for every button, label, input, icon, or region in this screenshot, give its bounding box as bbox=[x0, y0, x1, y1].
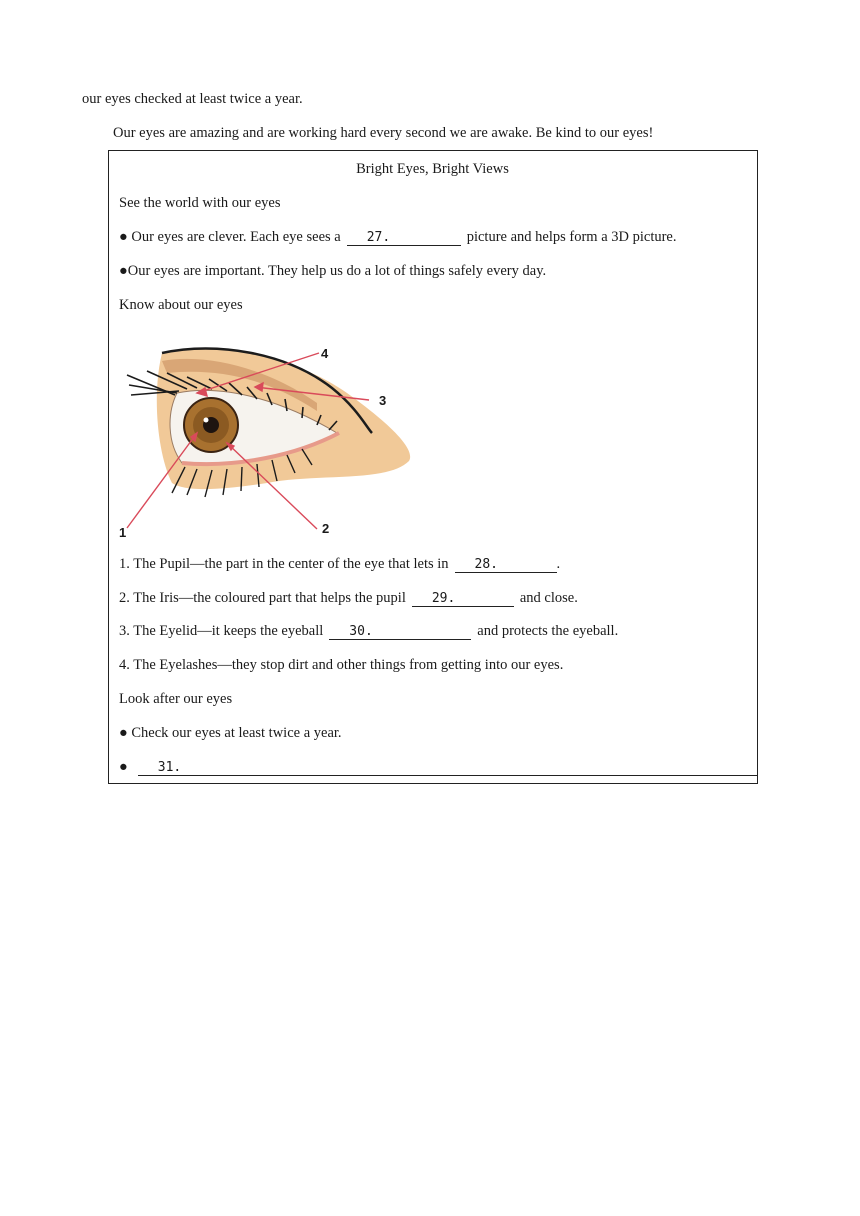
item-iris-text: 2. The Iris—the coloured part that helps the pupil bbox=[119, 590, 406, 606]
item-pupil-end: . bbox=[556, 556, 561, 572]
item-iris-end: and close. bbox=[519, 590, 578, 606]
eye-diagram bbox=[117, 333, 417, 543]
blank-31[interactable]: 31. bbox=[138, 760, 758, 776]
bullet-31-dot: ● bbox=[119, 759, 128, 775]
item-eyelid-end: and protects the eyeball. bbox=[477, 623, 619, 639]
bullet-important: ●Our eyes are important. They help us do a lot of things safely every day. bbox=[119, 263, 547, 279]
item-eyelashes: 4. The Eyelashes—they stop dirt and other things from getting into our eyes. bbox=[119, 657, 564, 673]
diagram-label-3: 3 bbox=[379, 393, 387, 408]
blank-30[interactable]: 30. bbox=[329, 624, 471, 640]
item-pupil-text: 1. The Pupil—the part in the center of the eye that lets in bbox=[119, 556, 449, 572]
bullet-31 bbox=[119, 759, 758, 776]
diagram-label-2: 2 bbox=[322, 521, 330, 536]
diagram-label-1: 1 bbox=[119, 525, 127, 540]
intro-line-2: Our eyes are amazing and are working hard every second we are awake. Be kind to our eyes! bbox=[113, 125, 654, 141]
item-pupil bbox=[119, 556, 560, 573]
notes-box bbox=[108, 150, 758, 784]
diagram-label-4: 4 bbox=[321, 346, 329, 361]
blank-27[interactable]: 27. bbox=[347, 230, 461, 246]
blank-29[interactable]: 29. bbox=[412, 591, 514, 607]
item-eyelid bbox=[119, 623, 618, 640]
item-eyelid-text: 3. The Eyelid—it keeps the eyeball bbox=[119, 623, 324, 639]
pupil-highlight bbox=[204, 418, 209, 423]
item-iris bbox=[119, 590, 578, 607]
bullet-check: ● Check our eyes at least twice a year. bbox=[119, 725, 342, 741]
section-heading-look: Look after our eyes bbox=[119, 691, 233, 707]
bullet-clever bbox=[119, 229, 677, 246]
intro-line-1: our eyes checked at least twice a year. bbox=[82, 91, 303, 107]
bullet-clever-text-end: picture and helps form a 3D picture. bbox=[466, 229, 677, 245]
blank-28[interactable]: 28. bbox=[455, 557, 557, 573]
bullet-clever-text: ● Our eyes are clever. Each eye sees a bbox=[119, 229, 341, 245]
box-title: Bright Eyes, Bright Views bbox=[356, 161, 509, 177]
section-heading-see: See the world with our eyes bbox=[119, 195, 281, 211]
section-heading-know: Know about our eyes bbox=[119, 297, 243, 313]
